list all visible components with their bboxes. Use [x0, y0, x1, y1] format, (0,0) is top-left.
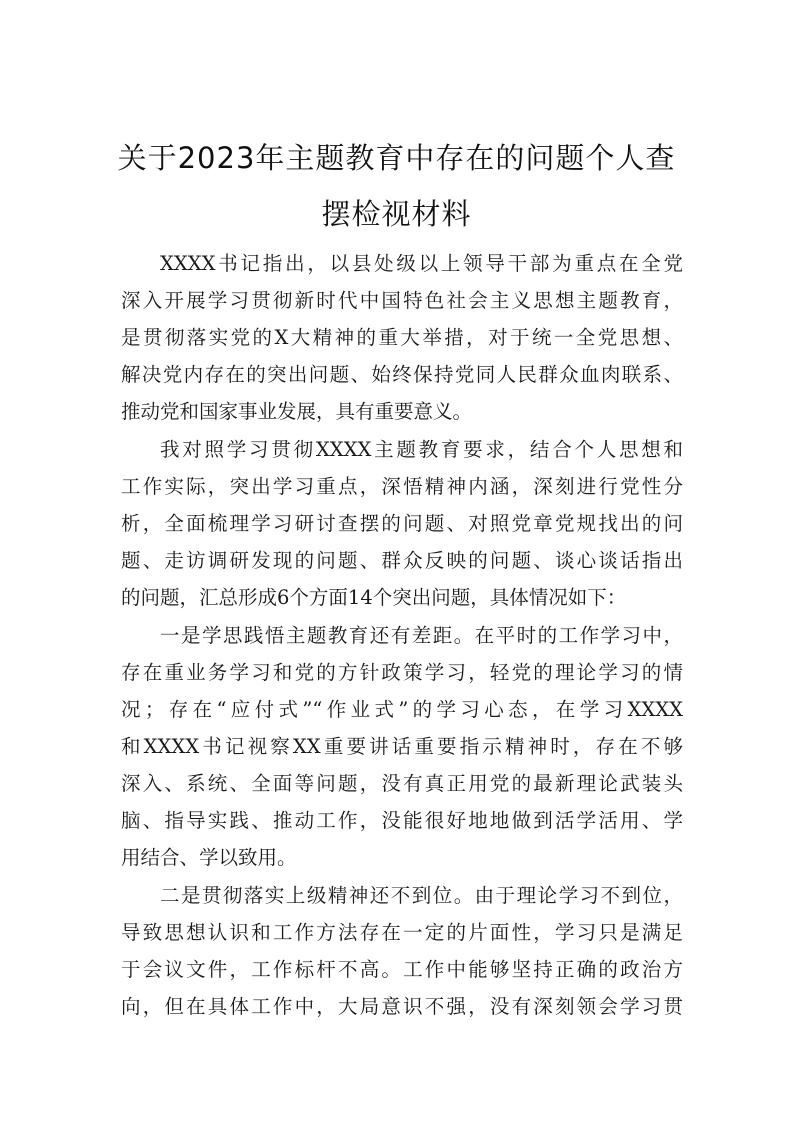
paragraph-line: 析，全面梳理学习研讨查摆的问题、对照党章党规找出的问 [121, 512, 683, 535]
document-title-line-2: 摆检视材料 [321, 197, 472, 231]
paragraph-line: 的问题，汇总形成6个方面14个突出问题，具体情况如下： [121, 586, 627, 609]
paragraph-line: 于会议文件，工作标杆不高。工作中能够坚持正确的政治方 [121, 958, 683, 981]
paragraph-line: XXXX书记指出，以县处级以上领导干部为重点在全党 [160, 252, 683, 275]
paragraph-line: 我对照学习贯彻XXXX主题教育要求，结合个人思想和 [160, 438, 683, 461]
paragraph-line: 向，但在具体工作中，大局意识不强，没有深刻领会学习贯 [121, 995, 683, 1018]
paragraph-line: 况；存在“应付式”“作业式”的学习心态，在学习XXXX [121, 698, 683, 721]
paragraph-line: 脑、指导实践、推动工作，没能很好地地做到活学活用、学 [121, 809, 683, 832]
document-title-line-1: 关于2023年主题教育中存在的问题个人查 [117, 141, 676, 175]
paragraph-line: 深入、系统、全面等问题，没有真正用党的最新理论武装头 [121, 772, 683, 795]
paragraph-line: 深入开展学习贯彻新时代中国特色社会主义思想主题教育， [121, 289, 683, 312]
paragraph-line: 存在重业务学习和党的方针政策学习，轻党的理论学习的情 [121, 661, 683, 684]
paragraph-line: 一是学思践悟主题教育还有差距。在平时的工作学习中， [160, 624, 683, 647]
paragraph-line: 题、走访调研发现的问题、群众反映的问题、谈心谈话指出 [121, 549, 683, 572]
paragraph-line: 用结合、学以致用。 [121, 846, 297, 869]
paragraph-line: 工作实际，突出学习重点，深悟精神内涵，深刻进行党性分 [121, 475, 683, 498]
paragraph-line: 推动党和国家事业发展，具有重要意义。 [121, 400, 473, 423]
paragraph-line: 是贯彻落实党的X大精神的重大举措，对于统一全党思想、 [121, 326, 683, 349]
paragraph-line: 解决党内存在的突出问题、始终保持党同人民群众血肉联系、 [121, 363, 683, 386]
paragraph-line: 和XXXX书记视察XX重要讲话重要指示精神时，存在不够 [121, 735, 683, 758]
paragraph-line: 二是贯彻落实上级精神还不到位。由于理论学习不到位， [160, 884, 683, 907]
paragraph-line: 导致思想认识和工作方法存在一定的片面性，学习只是满足 [121, 921, 683, 944]
